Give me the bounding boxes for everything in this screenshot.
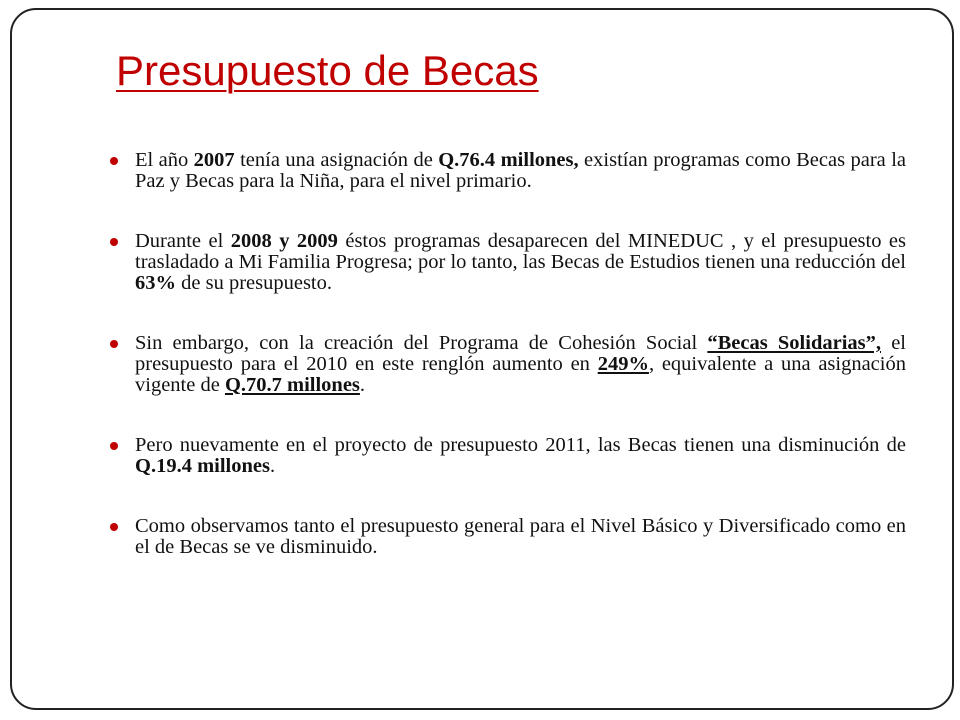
reduction-percent: 63% (135, 272, 176, 294)
bullet-item-2008-2009 (110, 231, 906, 294)
bullet-text: . (269, 455, 276, 477)
bullet-text: el presupuesto para el 2010 en este renglón aumento en (135, 332, 906, 375)
amount-2007: Q.76.4 millones, (438, 149, 579, 171)
bullet-text: . (359, 374, 366, 396)
bullet-text: Sin embargo, con la creación del Programa de Cohesión Social (135, 332, 708, 354)
bullet-text: de su presupuesto. (176, 272, 333, 294)
bullet-item-2010 (110, 333, 906, 396)
amount-2011: Q.19.4 millones (135, 455, 270, 477)
bullet-text: existían programas como Becas para la Paz y Becas para la Niña, para el nivel primario. (135, 149, 906, 192)
bullet-item-2007 (110, 150, 906, 192)
years-2008-2009: 2008 y 2009 (230, 230, 338, 252)
slide-title: Presupuesto de Becas (116, 47, 539, 94)
year-2007: 2007 (193, 149, 235, 171)
amount-2010: Q.70.7 millones (224, 374, 360, 396)
bullet-item-2011 (110, 435, 906, 477)
increase-percent: 249% (597, 353, 649, 375)
program-name: “Becas Solidarias”, (707, 332, 881, 354)
bullet-text: , equivalente a una asignación vigente de (135, 353, 906, 396)
bullet-text: Como observamos tanto el presupuesto general para el Nivel Básico y Diversificado como en el de Becas se ve disminuido. (135, 515, 906, 558)
bullet-text: El año (135, 149, 194, 171)
bullet-text: tenía una asignación de (234, 149, 439, 171)
bullet-item-conclusion (110, 516, 906, 558)
bullet-text: Durante el (135, 230, 231, 252)
bullet-text: éstos programas desaparecen del MINEDUC , y el presupuesto es trasladado a Mi Familia Progresa; por lo tanto, las Becas de Estudios tienen una reducción del (135, 230, 907, 273)
bullet-text: Pero nuevamente en el proyecto de presupuesto 2011, las Becas tienen una disminución de (135, 434, 906, 456)
bullet-list (110, 150, 906, 597)
